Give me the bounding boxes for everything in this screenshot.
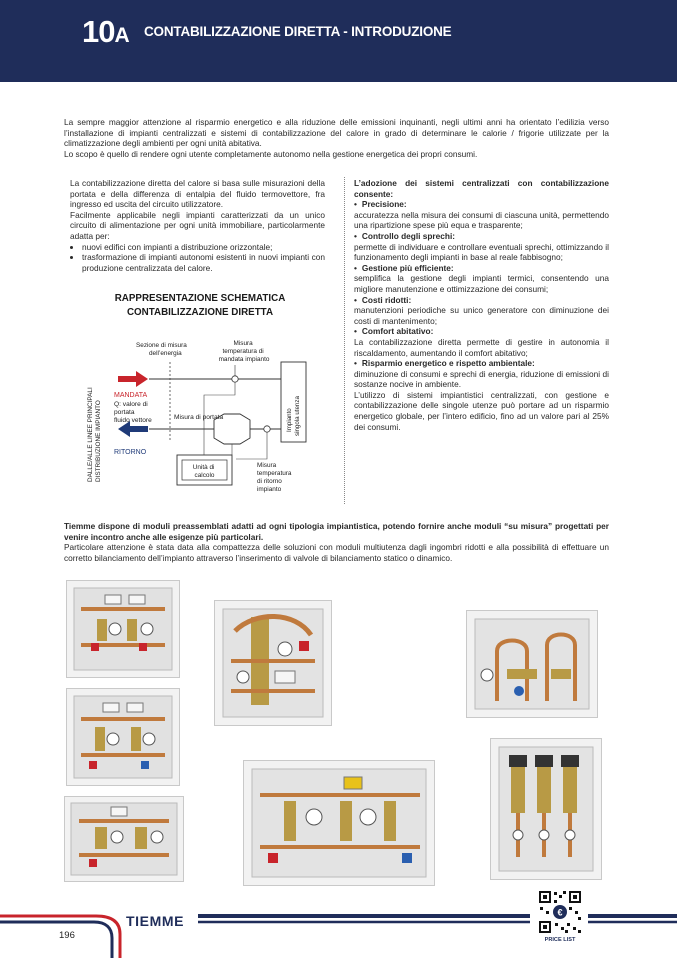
ritorno-label: RITORNO: [114, 449, 147, 456]
left-paragraph: Facilmente applicabile negli impianti caratterizzati da un unico circuito di alimentazione per ogni unità immobiliare, particolarmente adatta per:: [70, 209, 325, 241]
page-number: 196: [59, 930, 75, 941]
schematic-diagram: [64, 332, 314, 508]
lower-bold-paragraph: Tiemme dispone di moduli preassemblati adatti ad ogni tipologia impiantistica, potendo fornire anche moduli “su misura” progettati per venire incontro anche alle esigenze più particolari.: [64, 521, 609, 542]
page-title: CONTABILIZZAZIONE DIRETTA - INTRODUZIONE: [144, 24, 452, 39]
benefit-title: • Controllo degli sprechi:: [354, 231, 609, 242]
product-photo-6: [243, 760, 435, 886]
left-column: [70, 178, 325, 273]
flow-value-label: Q: valore di portata fluido vettore: [114, 401, 152, 424]
price-list-label: PRICE LIST: [544, 937, 576, 943]
left-paragraph: La contabilizzazione diretta del calore si basa sulle misurazioni della portata e della differenza di entalpia del fluido termovettore, fra ingresso ed uscita del circuito utilizzatore.: [70, 178, 325, 210]
measurement-section-label: Sezione di misura dell’energia: [136, 342, 187, 357]
list-item: • trasformazione di impianti autonomi esistenti in nuovi impianti con produzione centralizzata del calore.: [82, 252, 325, 273]
benefit-text: semplifica la gestione degli impianti termici, consentendo una migliore manutenzione e ottimizzazione dei consumi;: [354, 273, 609, 294]
left-bullet-list: [70, 242, 325, 274]
user-system-label: Impianto singola utenza: [286, 396, 301, 436]
product-photo-2: [66, 688, 180, 786]
benefit-title: • Comfort abitativo:: [354, 326, 609, 337]
product-photo-5: [466, 610, 598, 718]
lower-text: [64, 521, 609, 563]
brand-logo: TIEMME: [126, 913, 185, 929]
flow-meter-label: Misura di portata: [174, 414, 224, 421]
benefit-text: manutenzioni periodiche su unico generatore con diminuzione dei costi di mantenimento;: [354, 305, 609, 326]
lower-paragraph: Particolare attenzione è stata data alla compattezza delle soluzioni con moduli multiutenza dagli ingombri ridotti e alla possibilità di effettuare un corretto bilanciamento dell’impianto attraverso l’inserimento di valvole di bilanciamento statico o dinamico.: [64, 542, 609, 563]
benefit-title: • Costi ridotti:: [354, 295, 609, 306]
product-photo-3: [64, 796, 184, 882]
benefit-title: • Precisione:: [354, 199, 609, 210]
supply-sensor-icon: [232, 376, 238, 382]
list-item: • nuovi edifici con impianti a distribuzione orizzontale;: [82, 242, 325, 253]
intro-paragraph: La sempre maggior attenzione al risparmio energetico e alla riduzione delle emissioni inquinanti, negli ultimi anni ha orientato l’edilizia verso l’installazione di impianti centralizzati e sistemi di contabilizzazione del calore in grado di determinare le calorie / frigorie utilizzate per la climatizzazione degli ambienti per ogni unità abitativa.: [64, 117, 609, 149]
benefit-text: permette di individuare e controllare eventuali sprechi, ottimizzando il funzionamento degli impianti in base al reale fabbisogno;: [354, 241, 609, 263]
benefit-text: La contabilizzazione diretta permette di gestire in autonomia il riscaldamento, aumentando il comfort abitativo;: [354, 336, 609, 358]
svg-text:€: €: [557, 907, 563, 918]
return-sensor-icon: [264, 426, 270, 432]
header-band: [0, 0, 677, 82]
intro-paragraph: Lo scopo è quello di rendere ogni utente completamente autonomo nella gestione energetica dei propri consumi.: [64, 148, 478, 159]
intro-text: [64, 117, 609, 159]
supply-temperature-label: Misura temperatura di mandata impianto: [218, 340, 270, 363]
column-divider: [344, 177, 345, 504]
schematic-title-line: RAPPRESENTAZIONE SCHEMATICA: [114, 293, 286, 304]
mandata-label: MANDATA: [114, 392, 148, 399]
product-photo-4: [214, 600, 332, 726]
benefit-text: diminuzione di consumi e sprechi di energia, riduzione di emissioni di sostanze nocive in ambiente.: [354, 368, 609, 390]
right-column: [354, 178, 609, 432]
product-photo-1: [66, 580, 180, 678]
product-photo-7: [490, 738, 602, 880]
side-label: DALLE/ALLE LINEE PRINCIPALI DISTRIBUZIONE IMPIANTO: [87, 387, 102, 482]
benefit-text: accuratezza nella misura dei consumi di ciascuna unità, permettendo una ripartizione spese più equa e trasparente;: [354, 209, 609, 231]
closing-text: L’utilizzo di sistemi impiantistici centralizzati, con gestione e contabilizzazione delle singole utenze può portare ad un risparmio energetico globale, per l’intero edificio, fino ad un valore pari al 25% dei consumi.: [354, 389, 609, 432]
section-number: 10A: [82, 14, 129, 49]
mandata-arrow: [118, 371, 148, 387]
calc-unit-label: Unità di calcolo: [192, 464, 215, 479]
qr-code-icon[interactable]: [537, 889, 583, 935]
right-heading: L’adozione dei sistemi centralizzati con contabilizzazione consente:: [354, 178, 609, 199]
benefit-title: • Risparmio energetico e rispetto ambientale:: [354, 358, 609, 369]
schematic-title: [92, 292, 308, 320]
return-temperature-label: Misura temperatura di ritorno impianto: [257, 462, 292, 493]
benefit-title: • Gestione più efficiente:: [354, 263, 609, 274]
schematic-title-line: CONTABILIZZAZIONE DIRETTA: [126, 307, 274, 318]
